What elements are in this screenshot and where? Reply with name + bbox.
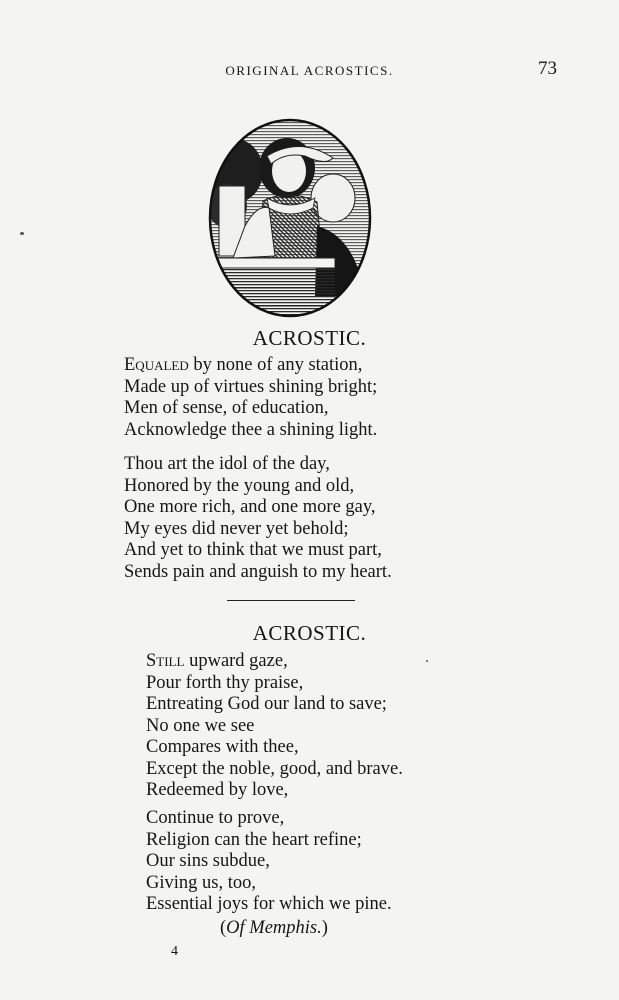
running-header-title: ORIGINAL ACROSTICS. — [225, 63, 394, 78]
attribution — [220, 918, 328, 939]
verse-text: by none of any station, — [188, 355, 363, 375]
verse-line: No one we see — [146, 715, 255, 736]
verse-line: And yet to think that we must part, — [124, 540, 382, 560]
verse-line: Except the noble, good, and brave. — [146, 758, 403, 779]
verse-line: Honored by the young and old, — [124, 475, 355, 496]
engraving-woman-oval-icon — [205, 116, 375, 321]
verse-line: Men of sense, of education, — [124, 398, 329, 418]
paper-speck — [20, 232, 24, 235]
page-number: 73 — [538, 58, 557, 79]
poem2-stanza-2 — [146, 808, 392, 916]
verse-line: One more rich, and one more gay, — [124, 497, 376, 517]
poem-title: ACROSTIC. — [252, 621, 367, 645]
section-divider — [227, 600, 355, 601]
verse-line — [124, 355, 377, 377]
acrostic-lead-word: Equaled — [124, 355, 189, 375]
paren: ( — [220, 918, 227, 938]
paren: ) — [321, 918, 328, 938]
verse-line: My eyes did never yet behold; — [124, 518, 349, 539]
verse-line: Continue to prove, — [146, 808, 285, 828]
signature-mark: 4 — [171, 944, 178, 959]
verse-line — [146, 651, 403, 673]
verse-line: Compares with thee, — [146, 737, 299, 757]
verse-line: Acknowledge thee a shining light. — [124, 419, 378, 440]
verse-line: Essential joys for which we pine. — [146, 894, 392, 914]
verse-line: Entreating God our land to save; — [146, 694, 387, 714]
verse-text: upward gaze, — [184, 651, 288, 671]
poem-title: ACROSTIC. — [252, 326, 367, 350]
verse-line: Pour forth thy praise, — [146, 672, 304, 693]
verse-line: Sends pain and anguish to my heart. — [124, 561, 392, 582]
verse-line: Redeemed by love, — [146, 780, 289, 800]
verse-line: Giving us, too, — [146, 872, 256, 893]
verse-line: Our sins subdue, — [146, 851, 270, 871]
attribution-name: Of Memphis. — [226, 918, 322, 938]
poem1-stanza-2 — [124, 454, 392, 583]
verse-line: Thou art the idol of the day, — [124, 454, 330, 474]
acrostic-lead-word: Still — [146, 651, 185, 671]
poem2-stanza-1 — [146, 651, 403, 802]
verse-line: Made up of virtues shining bright; — [124, 376, 378, 397]
verse-line: Religion can the heart refine; — [146, 829, 362, 850]
paper-speck — [426, 660, 428, 662]
poem1-stanza-1 — [124, 355, 377, 441]
